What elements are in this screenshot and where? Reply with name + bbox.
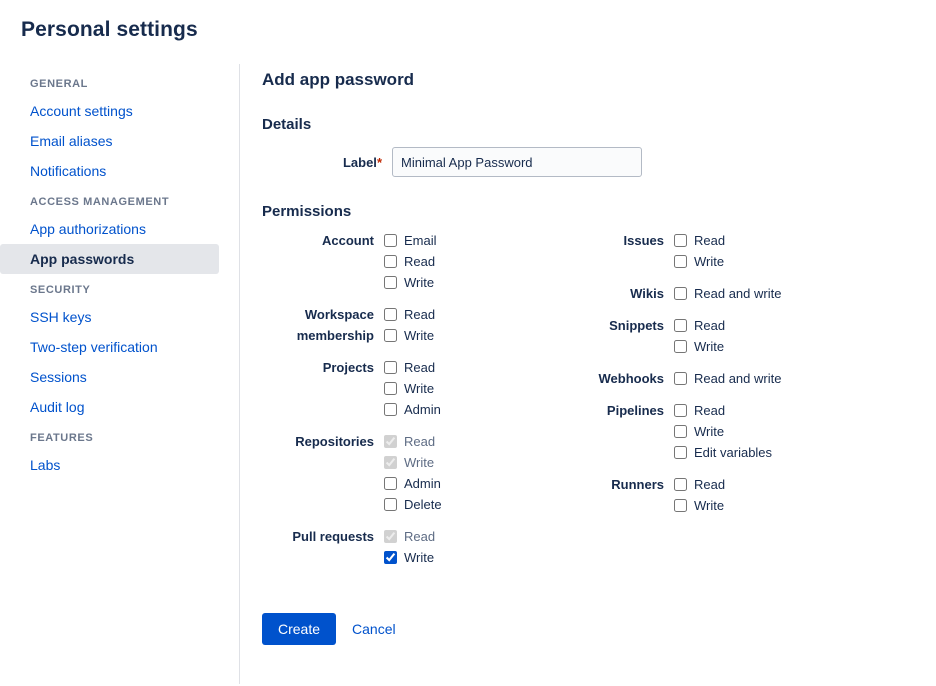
- permission-option-label[interactable]: Read: [404, 254, 436, 269]
- permission-option: [674, 336, 725, 357]
- permission-group-label: [552, 368, 674, 389]
- checkbox-account-email[interactable]: [384, 234, 397, 247]
- permission-options: [674, 230, 725, 272]
- permission-group-label-line: Repositories: [295, 434, 374, 449]
- permission-group-label: [552, 315, 674, 357]
- permission-group: [552, 230, 842, 272]
- checkbox-projects-read[interactable]: [384, 361, 397, 374]
- permission-options: [384, 357, 441, 420]
- label-field-label: [262, 155, 392, 170]
- main-content: [240, 64, 936, 684]
- permission-group-label: [552, 474, 674, 516]
- details-heading: Details: [262, 116, 312, 133]
- permission-option-label[interactable]: Admin: [404, 476, 441, 491]
- permission-option-label[interactable]: Read and write: [694, 286, 782, 301]
- permission-group: [262, 230, 552, 293]
- permission-group-label: [552, 400, 674, 463]
- permission-option-label[interactable]: Read and write: [694, 371, 782, 386]
- permission-option-label[interactable]: Write: [404, 381, 435, 396]
- label-field-row: [262, 147, 936, 177]
- permission-option-label[interactable]: Write: [404, 275, 435, 290]
- permission-group-label-line: membership: [296, 328, 374, 343]
- sidebar-group-title: GENERAL: [30, 78, 88, 90]
- permission-option: [384, 251, 437, 272]
- sidebar-group-title: FEATURES: [30, 432, 94, 444]
- permission-group: [552, 400, 842, 463]
- checkbox-workspace-membership-write[interactable]: [384, 329, 397, 342]
- permission-option: [384, 304, 435, 325]
- label-input[interactable]: [392, 147, 642, 177]
- permission-option: [674, 251, 725, 272]
- permission-option-label[interactable]: Admin: [404, 402, 441, 417]
- permission-option: [674, 474, 725, 495]
- permission-options: [674, 315, 725, 357]
- permission-option: [384, 378, 441, 399]
- permission-option-label[interactable]: Read: [404, 307, 436, 322]
- sidebar-item-labs[interactable]: Labs: [30, 457, 61, 473]
- permission-group-label-line: Snippets: [609, 318, 664, 333]
- permissions-columns: [262, 230, 936, 579]
- checkbox-projects-admin[interactable]: [384, 403, 397, 416]
- checkbox-pull-requests-read: [384, 530, 397, 543]
- sidebar: [0, 64, 240, 684]
- permission-group-label: [262, 431, 384, 515]
- permission-group-label-line: Pipelines: [606, 403, 664, 418]
- checkbox-pipelines-edit-variables[interactable]: [674, 446, 687, 459]
- permission-option: [384, 547, 435, 568]
- label-field-label-text: Label: [342, 154, 377, 170]
- permission-option-label[interactable]: Read: [694, 233, 726, 248]
- permission-options: [674, 400, 772, 463]
- permission-option-label[interactable]: Delete: [404, 497, 442, 512]
- permission-option: [674, 400, 772, 421]
- permission-option: [384, 325, 435, 346]
- checkbox-repositories-admin[interactable]: [384, 477, 397, 490]
- permission-option-label: Read: [404, 529, 436, 544]
- checkbox-wikis-read-and-write[interactable]: [674, 287, 687, 300]
- permission-option-label[interactable]: Read: [694, 477, 726, 492]
- sidebar-item-audit-log[interactable]: Audit log: [30, 399, 85, 415]
- form-actions: [262, 613, 936, 645]
- permission-group-label: [552, 230, 674, 272]
- permission-option: [384, 230, 437, 251]
- checkbox-runners-write[interactable]: [674, 499, 687, 512]
- permission-option: [384, 452, 442, 473]
- checkbox-pipelines-write[interactable]: [674, 425, 687, 438]
- permission-options: [384, 526, 435, 568]
- permissions-left-column: [262, 230, 552, 579]
- page-heading: Add app password: [262, 70, 415, 89]
- permission-option-label[interactable]: Write: [694, 254, 725, 269]
- permission-option-label[interactable]: Read: [694, 403, 726, 418]
- permission-options: [384, 431, 442, 515]
- permission-option-label[interactable]: Write: [404, 328, 435, 343]
- permission-group-label: [262, 357, 384, 420]
- checkbox-repositories-write: [384, 456, 397, 469]
- permission-group-label-line: Pull requests: [292, 529, 374, 544]
- required-marker: *: [376, 154, 382, 170]
- sidebar-group-title: SECURITY: [30, 284, 91, 296]
- checkbox-account-read[interactable]: [384, 255, 397, 268]
- permission-option: [674, 421, 772, 442]
- sidebar-item-two-step-verification[interactable]: Two-step verification: [30, 339, 158, 355]
- permission-group: [262, 357, 552, 420]
- permission-group-label: [552, 283, 674, 304]
- permission-group-label-line: Webhooks: [598, 371, 664, 386]
- permission-option: [674, 315, 725, 336]
- permission-option: [384, 473, 442, 494]
- permission-option-label: Read: [404, 434, 436, 449]
- permission-option: [384, 526, 435, 547]
- permission-options: [384, 230, 437, 293]
- sidebar-item-app-passwords[interactable]: App passwords: [0, 244, 219, 274]
- checkbox-pipelines-read[interactable]: [674, 404, 687, 417]
- permission-option: [384, 357, 441, 378]
- permission-group-label: [262, 230, 384, 293]
- permission-group-label: [262, 526, 384, 568]
- permission-options: [384, 304, 435, 346]
- permission-group: [552, 283, 842, 304]
- checkbox-projects-write[interactable]: [384, 382, 397, 395]
- permission-group-label-line: Runners: [611, 477, 664, 492]
- permission-group: [262, 431, 552, 515]
- permission-option-label[interactable]: Email: [404, 233, 437, 248]
- permission-group-label-line: Issues: [623, 233, 664, 248]
- permission-group-label-line: Workspace: [304, 307, 374, 322]
- checkbox-workspace-membership-read[interactable]: [384, 308, 397, 321]
- sidebar-group-title: ACCESS MANAGEMENT: [30, 196, 170, 208]
- permission-options: [674, 368, 781, 389]
- permission-option-label[interactable]: Write: [404, 550, 435, 565]
- settings-layout: [0, 64, 936, 684]
- sidebar-item-email-aliases[interactable]: Email aliases: [30, 133, 113, 149]
- sidebar-item-account-settings[interactable]: Account settings: [30, 103, 133, 119]
- permission-option: [674, 230, 725, 251]
- checkbox-snippets-write[interactable]: [674, 340, 687, 353]
- permission-option: [384, 272, 437, 293]
- sidebar-item-app-authorizations[interactable]: App authorizations: [30, 221, 146, 237]
- sidebar-item-ssh-keys[interactable]: SSH keys: [30, 309, 92, 325]
- permission-group-label-line: Wikis: [630, 286, 664, 301]
- permission-options: [674, 474, 725, 516]
- cancel-link[interactable]: Cancel: [352, 621, 396, 637]
- permission-group: [552, 474, 842, 516]
- checkbox-issues-write[interactable]: [674, 255, 687, 268]
- permission-option-label: Write: [404, 455, 435, 470]
- checkbox-repositories-read: [384, 435, 397, 448]
- permission-group: [552, 315, 842, 357]
- permission-group-label: [262, 304, 384, 346]
- permissions-heading: Permissions: [262, 203, 352, 220]
- checkbox-repositories-delete[interactable]: [384, 498, 397, 511]
- permission-group: [552, 368, 842, 389]
- permission-option: [384, 431, 442, 452]
- permission-option-label[interactable]: Write: [694, 424, 725, 439]
- permission-option-label[interactable]: Edit variables: [694, 445, 773, 460]
- permission-option-label[interactable]: Write: [694, 339, 725, 354]
- permission-group: [262, 304, 552, 346]
- permission-option: [384, 494, 442, 515]
- checkbox-issues-read[interactable]: [674, 234, 687, 247]
- permissions-right-column: [552, 230, 842, 579]
- permission-option-label[interactable]: Write: [694, 498, 725, 513]
- permission-group-label-line: Projects: [322, 360, 374, 375]
- checkbox-webhooks-read-and-write[interactable]: [674, 372, 687, 385]
- permission-options: [674, 283, 781, 304]
- checkbox-account-write[interactable]: [384, 276, 397, 289]
- sidebar-item-sessions[interactable]: Sessions: [30, 369, 87, 385]
- permission-option-label[interactable]: Read: [694, 318, 726, 333]
- permission-group: [262, 526, 552, 568]
- permission-group-label-line: Account: [322, 233, 374, 248]
- permission-option: [674, 495, 725, 516]
- permission-option-label[interactable]: Read: [404, 360, 436, 375]
- checkbox-runners-read[interactable]: [674, 478, 687, 491]
- sidebar-item-notifications[interactable]: Notifications: [30, 163, 107, 179]
- permission-option: [384, 399, 441, 420]
- checkbox-pull-requests-write[interactable]: [384, 551, 397, 564]
- page-title: Personal settings: [21, 18, 198, 41]
- permission-option: [674, 283, 781, 304]
- create-button[interactable]: Create: [262, 613, 336, 645]
- permission-option: [674, 368, 781, 389]
- permission-option: [674, 442, 772, 463]
- checkbox-snippets-read[interactable]: [674, 319, 687, 332]
